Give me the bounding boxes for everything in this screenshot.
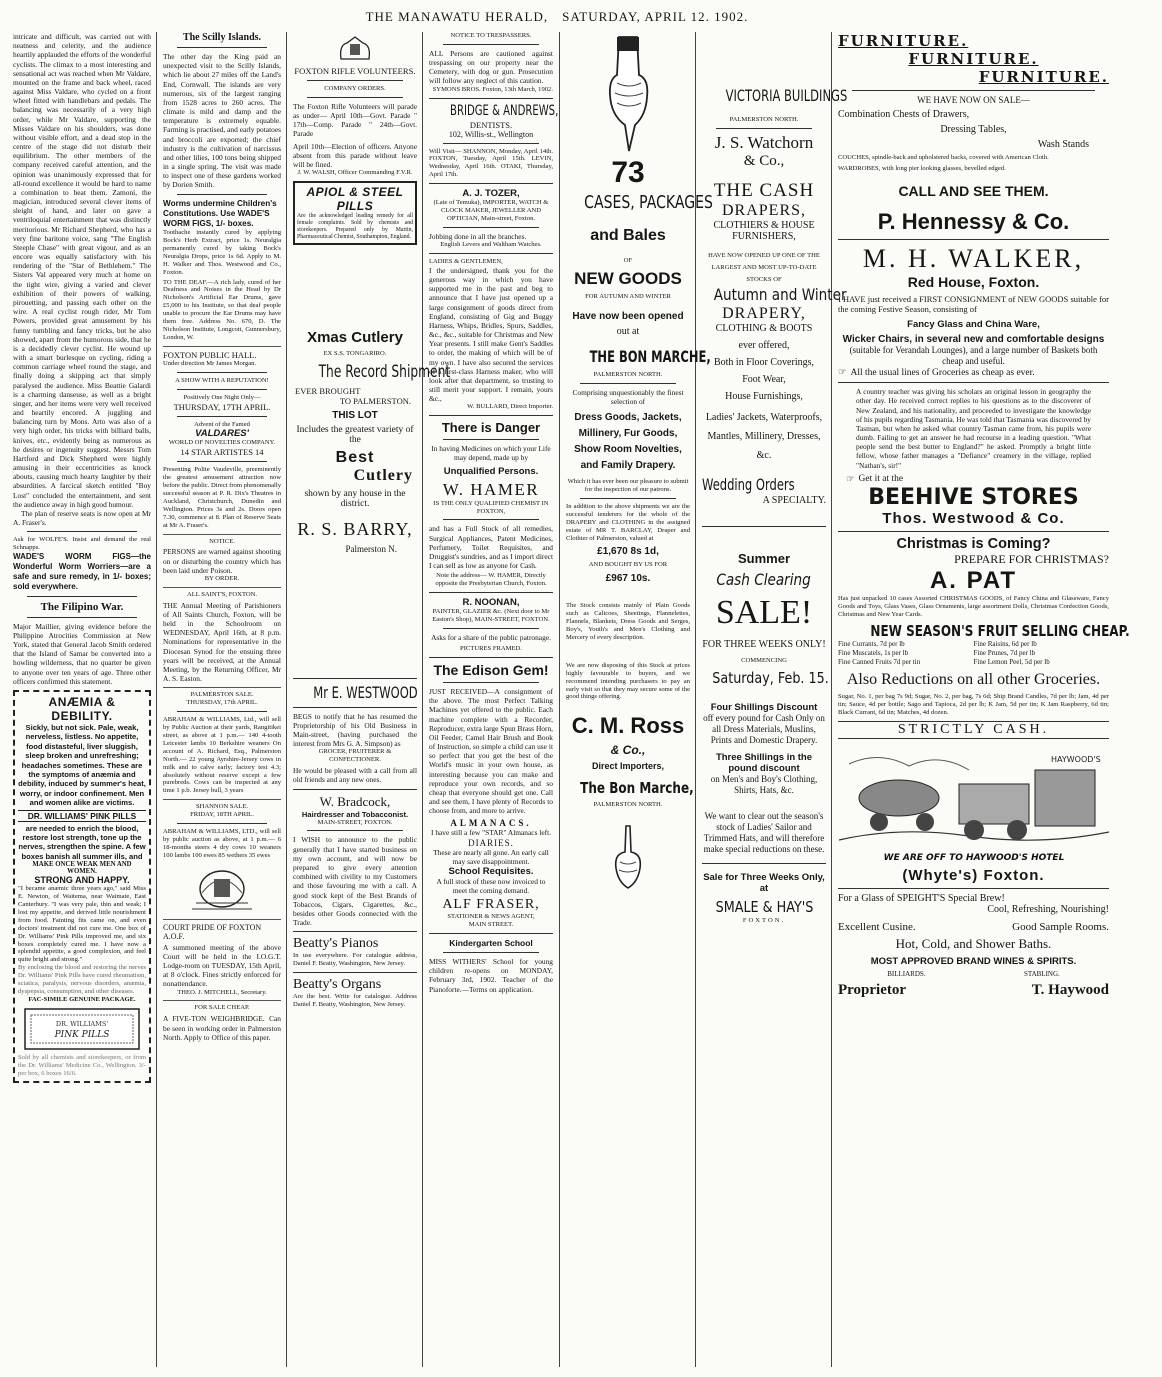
- proprietor-label: Proprietor: [838, 982, 907, 999]
- almanacs-heading: ALMANACS.: [450, 818, 532, 829]
- one-night: Positively One Night Only—: [183, 393, 261, 401]
- ever-offered: ever offered,: [738, 340, 790, 352]
- fruit-heading: NEW SEASON'S FRUIT SELLING CHEAP.: [870, 622, 1130, 641]
- column-6: [697, 32, 848, 1377]
- beatty-pianos-text: In use everywhere. For catalogue address, Daniel F. Beatty, Washington, New Jersey.: [293, 952, 417, 968]
- xmas-cutlery-heading: Xmas Cutlery: [307, 328, 403, 346]
- sale-heading: SALE!: [715, 594, 813, 632]
- now-on-sale: WE HAVE NOW ON SALE—: [917, 95, 1030, 105]
- victoria-buildings: VICTORIA BUILDINGS: [725, 86, 848, 105]
- fraser-name: ALF FRASER,: [442, 897, 540, 913]
- school-requisites-heading: School Requisites.: [448, 865, 534, 877]
- cutlery-heading: Cutlery: [353, 466, 413, 484]
- to-palmerston: TO PALMERSTON.: [339, 395, 411, 406]
- bradcock-name: W. Bradcock,: [319, 793, 391, 809]
- edison-heading: The Edison Gem!: [433, 662, 549, 679]
- wedding-orders: Wedding Orders: [702, 475, 795, 495]
- includes-text: Includes the greatest variety of the: [296, 424, 414, 445]
- abraham-williams-sale-2: ABRAHAM & WILLIAMS, LTD., will sell by public auction as above, at 1 p.m.— 6 18-months steers 4 dry cows 10 weaners 100 lambs 100 ewes 85 wethers 35 ewes: [163, 828, 281, 859]
- royal-arms-icon: [335, 35, 375, 63]
- drapers-heading: DRAPERS,: [721, 201, 807, 219]
- valued-amount: £1,670 8s 1d,: [597, 546, 659, 558]
- worm-constitutions-ad: Worms undermine Children's Constitutions. Use WADE'S WORM FIGS, 1/- boxes.: [163, 198, 277, 228]
- persons-warned: PERSONS are warned against shooting on or disturbing the country which has been laid under Poison.: [163, 547, 281, 575]
- cash-heading: THE CASH: [713, 179, 815, 201]
- beatty-organs-heading: Beatty's Organs: [293, 977, 382, 993]
- watchorn-name: J. S. Watchorn: [714, 132, 814, 152]
- sale-three-weeks: Sale for Three Weeks Only, at: [703, 872, 825, 895]
- scilly-article: The other day the King paid an unexpected visit to the Scilly Islands, which lie about 27 miles off the Land's End, Cornwall. The islands are very numerous, six of the largest ranging from 1528 acres to 260 acres. The climate is mild and damp and the temperature is extremely equable. Farming is practised, and early potatoes and broccoli are exported; the chief industry is the cultivation of narcissus and other lilies, 100 tons being shipped in a single spring. The visit was made to inspect one of these gardens worked by Dorien Smith.: [163, 52, 281, 190]
- proprietor-name: T. Haywood: [1031, 982, 1109, 999]
- three-shillings: Three Shillings in the pound discount: [715, 752, 813, 775]
- bullard-text: I the undersigned, thank you for the generous way in which you have supported me in the past and beg to announce that I have just opened up a large consignment of goods direct from England, consisting of Gig and Buggy Harness, Whips, Bridles, Spurs, Saddles, &c., &c., suitable for Christmas and New Year presents. I still make Gent's Saddles to order, the making of which will be of my own. I have also secured the services of a first-class Harness maker, who will look after that department, so trusting to still merit your support. I remain, yours &c.,: [429, 265, 553, 404]
- testimony-text: "I became anæmic three years ago," said Miss E. Newton, of Waitema, near Waimate, East Canterbury. "I was very pale, thin and weak; I lost my appetite, and derived little nourishment from food. Fainting fits came on, and even doctors' treatment did not cure me. One box of Dr. Williams' Pink Pills improved me, and six boxes completely cured me. I have now a splendid appetite, a good complexion, and feel quite bright and strong.": [18, 885, 146, 964]
- call-and-see: CALL AND SEE THEM.: [898, 182, 1049, 199]
- addition-text: In addition to the above shipments we are the successful tenderers for the whole of the DRAPERY and CLOTHING in the assigned estate of MR T. BARCLAY, Draper and Clothier of Palmerston, valued at: [566, 502, 690, 542]
- abraham-williams-sale-1: ABRAHAM & WILLIAMS, Ltd., will sell by Public Auction at their yards, Rangitikei street, as above at 1 p.m.— 140 4-tooth Leicester lambs 10 Berkshire weaners On account of A. Richard, Esq., Palmerston North.— 22 young Ayrshire-Jersey cows in milk and to calve early; factory test 4.3; absolutely without reserve except a few purebreds. Cows can be inspected at any time 1 p.b. Jersey bull, 3 years: [163, 716, 281, 795]
- foot-wear: Foot Wear,: [742, 374, 786, 386]
- reductions-heading: Also Reductions on all other Groceries.: [846, 670, 1101, 688]
- diaries-text: These are nearly all gone. An early call may save disappointment.: [433, 847, 549, 866]
- bought-amount: £967 10s.: [605, 573, 651, 585]
- combination-chests: Combination Chests of Drawers,: [838, 109, 970, 120]
- billiards-text: BILLIARDS.: [887, 970, 926, 979]
- star-artistes: 14 STAR ARTISTES 14: [180, 447, 264, 458]
- column-1: [8, 32, 156, 1377]
- hennessy-name: P. Hennessy & Co.: [877, 208, 1070, 234]
- opened-text: Have now been opened: [572, 310, 684, 322]
- noonan-asks: Asks for a share of the public patronage.: [431, 632, 551, 642]
- three-shillings-text: on Men's and Boy's Clothing, Shirts, Hats, &c.: [710, 774, 818, 796]
- shannon-sale-heading: SHANNON SALE.: [195, 803, 249, 811]
- filipino-title: The Filipino War.: [40, 600, 124, 613]
- trespassers-text: ALL Persons are cautioned against trespassing on our property near the Cemetery, with dog or gun. Prosecution will follow any neglect of this caution.: [429, 48, 553, 86]
- fruit-item: Fine Currants, 7d per lb: [838, 640, 905, 649]
- advent-text: Advent of the Famed: [194, 420, 250, 428]
- specialty-text: A SPECIALTY.: [762, 495, 826, 507]
- dressing-tables: Dressing Tables,: [940, 124, 1007, 135]
- cases-packages: CASES, PACKAGES: [584, 192, 713, 213]
- pointing-hand-down-icon: [597, 35, 659, 155]
- walker-name: M. H. WALKER,: [862, 243, 1085, 273]
- walker-received: I HAVE just received a FIRST CONSIGNMENT of NEW GOODS suitable for the coming Festive Season, consisting of: [838, 293, 1109, 315]
- furniture-heading-1: FURNITURE.: [838, 32, 969, 50]
- plan-notice: The plan of reserve seats is now open at Mr A. Fraser's.: [13, 508, 151, 528]
- sample-rooms: Good Sample Rooms.: [1012, 921, 1109, 934]
- christmas-coming: Christmas is Coming?: [896, 535, 1051, 552]
- issue-date: SATURDAY, APRIL 12. 1902.: [562, 9, 749, 24]
- new-goods: NEW GOODS: [574, 268, 682, 288]
- fruit-item: Fine Raisins, 6d per lb: [973, 640, 1037, 649]
- having-text: In having Medicines on which your Life may depend, made up by: [431, 444, 551, 463]
- enrich-text: are needed to enrich the blood, restore lost strength, tone up the nerves, strengthen the spine. A few boxes banish all summer ills, and: [18, 823, 146, 861]
- groceries-text: All the usual lines of Groceries as cheap as ever.: [850, 367, 1035, 378]
- a-pat-name: A. PAT: [929, 566, 1018, 594]
- bought-text: AND BOUGHT BY US FOR: [588, 561, 668, 569]
- worm-figs-ad: WADE'S WORM FIGS—the Wonderful Worm Worriers—are a safe and sure remedy, in 1/- boxes; sold everywhere.: [13, 552, 151, 591]
- get-it-text: Get it at the: [858, 474, 904, 485]
- autumn-winter: FOR AUTUMN AND WINTER: [585, 292, 671, 300]
- autumn-winter-heading: Autumn and Winter: [713, 285, 847, 305]
- ross-co: & Co.,: [610, 743, 646, 758]
- strictly-cash: STRICTLY CASH.: [838, 721, 1109, 739]
- banner-caption: WE ARE OFF TO HAYWOOD'S HOTEL: [883, 853, 1064, 864]
- paper-name: THE MANAWATU HERALD,: [365, 9, 549, 24]
- which-text: Which it has ever been our pleasure to submit for the inspection of our patrons.: [567, 478, 689, 493]
- anaemia-heading: ANÆMIA & DEBILITY.: [48, 694, 116, 723]
- fruit-list: [838, 640, 1109, 666]
- presenting-text: Presenting Polite Vaudeville, preeminently the greatest amusement attraction now before the public. Direct from phenomenally successful season at P. R. Dix's Theatres in Auckland, Christchurch, Dunedin and Wellington. Prices 3s and 2s. Doors open 7.30, commence at 8. Plan of Reserve Seats at Mr A. Fraser's.: [163, 466, 281, 529]
- dentists-title: DENTISTS.: [469, 119, 513, 130]
- column-2: [158, 32, 286, 1377]
- ladies-jackets: Ladies' Jackets, Waterproofs, Mantles, Millinery, Dresses, &c.: [705, 412, 823, 462]
- dress-goods-list: Dress Goods, Jackets, Millinery, Fur Goods, Show Room Novelties, and Family Drapery.: [574, 412, 682, 472]
- bradcock-text: I WISH to announce to the public generally that I have started business on my own account, and will now be prepared to give every attention combined with civility to my Customers and those favouring me with a call. A good stock kept of the Best Brands of Tobaccos, Cigars, Cigarettes, &c., besides other Goods connected with the Trade.: [293, 835, 417, 928]
- fruit-item: Fine Lemon Peel, 5d per lb: [973, 657, 1050, 666]
- facsimile-caption: FAC-SIMILE GENUINE PACKAGE.: [28, 995, 136, 1003]
- drapery-heading: DRAPERY,: [722, 305, 806, 323]
- election-notice: April 10th—Election of officers. Anyone absent from this parade without leave will be fined.: [293, 141, 417, 169]
- world-novelties: WORLD OF NOVELTIES COMPANY.: [168, 439, 276, 447]
- best-heading: Best: [335, 448, 375, 466]
- danger-heading: There is Danger: [441, 420, 541, 436]
- victoria-location: PALMERSTON NORTH.: [729, 116, 799, 123]
- clothing-boots: CLOTHING & BOOTS: [715, 323, 813, 335]
- furnishers-heading: FURNISHERS,: [732, 230, 796, 242]
- bullard-signature: W. BULLARD, Direct Importer.: [467, 403, 553, 411]
- almanacs-text: I have still a few "STAR" Almanacs left.: [431, 828, 551, 838]
- floor-coverings: Both in Floor Coverings,: [713, 357, 814, 369]
- couches-text: COUCHES, spindle-back and upholstered backs, covered with American Cloth.: [838, 154, 1049, 161]
- walsh-signature: J. W. WALSH, Officer Commanding F.V.R.: [297, 169, 413, 177]
- court-pride-heading: COURT PRIDE OF FOXTON A.O.F.: [163, 922, 262, 941]
- furniture-heading-2: FURNITURE.: [908, 50, 1039, 68]
- hairdresser-title: Hairdresser and Tobacconist.: [301, 809, 409, 819]
- column-4: [424, 32, 558, 1377]
- comprising-text: Comprising unquestionably the finest selection of: [572, 387, 684, 406]
- house-furnishings: House Furnishings,: [725, 391, 803, 403]
- hamer-address: Note the address— W. HAMER, Directly opposite the Presbyterian Church, Foxton.: [435, 572, 547, 588]
- parade-schedule: The Foxton Rifle Volunteers will parade as under— April 10th—Govt. Parade " 17th—Comp. Parade " 24th—Govt. Parade: [293, 101, 417, 139]
- beatty-pianos-heading: Beatty's Pianos: [293, 936, 379, 952]
- of-text: OF: [623, 257, 633, 264]
- column-5: [561, 32, 713, 1377]
- westwood-co: Thos. Westwood & Co.: [882, 509, 1065, 527]
- weighbridge-ad: A FIVE-TON WEIGHBRIDGE. Can be seen in working order in Palmerston North. Apply to Office of this paper.: [163, 1014, 281, 1042]
- bon-marche-location: PALMERSTON NORTH.: [593, 370, 663, 378]
- four-shillings-text: off every pound for Cash Only on all Dress Materials, Muslins, Prints and Domestic Drapery.: [703, 712, 825, 746]
- company-orders: COMPANY ORDERS.: [324, 85, 386, 92]
- package-footer: Sold by all chemists and storekeepers, or from the Dr. Williams' Medicine Co., Wellington. 3/- per box, 6 boxes 16/6.: [18, 1053, 146, 1077]
- prepare-christmas: PREPARE FOR CHRISTMAS?: [954, 551, 1109, 566]
- seventy-three: 73: [611, 156, 645, 189]
- notice-heading: NOTICE.: [209, 537, 235, 545]
- tozer-text: (Late of Temuka), IMPORTER, WATCH & CLOCK MAKER, JEWELLER AND OPTICIAN, Main-street, Foxton.: [433, 199, 549, 222]
- smale-location: FOXTON.: [742, 917, 786, 925]
- commencing: COMMENCING: [741, 656, 787, 664]
- barry-location: Palmerston N.: [345, 543, 397, 554]
- clothiers-heading: CLOTHIERS & HOUSE: [713, 219, 815, 231]
- stock-text: The Stock consists mainly of Plain Goods such as Calicoes, Sheetings, Flannelettes, Flannels, Blankets, Dress Goods and Serges, Boy's, Youth's and Men's Clothing and Mercery of every description.: [566, 602, 690, 641]
- toothache-ad: Toothache instantly cured by applying Bock's Herb Extract, price 1s. Neuralgia permanently cured by taking Bock's Neuralgia Drops, price 1s 6d. Apply to M. H. Walker and Thos. Westwood and Co., Foxton.: [163, 229, 281, 276]
- tongariro-text: EX S.S. TONGARIRO.: [323, 349, 387, 357]
- beatty-organs-text: Are the best. Write for catalogue. Address Daniel F. Beatty, Washington, New Jersey.: [293, 993, 417, 1008]
- red-house: Red House, Foxton.: [907, 273, 1040, 290]
- show-date: THURSDAY, 17TH APRIL.: [173, 401, 271, 412]
- wicker-chairs: Wicker Chairs, in several new and comfortable designs: [842, 333, 1105, 345]
- apiol-steel-logo: APIOL & STEEL PILLS: [306, 185, 404, 214]
- scilly-title: The Scilly Islands.: [182, 32, 262, 43]
- only-chemist: IS THE ONLY QUALIFIED CHEMIST IN FOXTON,: [433, 499, 549, 515]
- svg-text:PINK PILLS: PINK PILLS: [54, 1029, 110, 1040]
- hotel-coach-illustration: [839, 744, 1109, 864]
- noonan-text: PAINTER, GLAZIER &c. (Next door to Mr Easton's Shop), MAIN-STREET, FOXTON.: [432, 608, 550, 624]
- deaf-ad: TO THE DEAF.—A rich lady, cured of her Deafness and Noises in the Head by Dr Nicholson's Artificial Ear Drums, gave £5,000 to his Institute, so that deaf people unable to procure the Ear Drums may have them free. Address No. 670, D. The Nicholson Institute, Longcott, Gunnersbury, London, W.: [163, 278, 281, 341]
- speights-glass: For a Glass of SPEIGHT'S Special Brew!: [838, 893, 1005, 905]
- foresters-emblem-image: [184, 863, 260, 915]
- baths-text: Hot, Cold, and Shower Baths.: [895, 936, 1052, 952]
- hamer-name: W. HAMER: [442, 479, 540, 499]
- beehive-heading: BEEHIVE STORES: [868, 484, 1079, 510]
- svg-text:DR. WILLIAMS': DR. WILLIAMS': [55, 1019, 109, 1028]
- noonan-name: R. NOONAN,: [462, 597, 520, 609]
- edison-text: JUST RECEIVED—A consignment of the above. The most Perfect Talking Machines yet offered to the public. Each machine complete with a Recorder, Reproducer, extra large Spun Brass Horn, Oil Feeder, Camel Hair Brush and Book of Instruction, so simple a child can use it so perfect that you get the best of the World's music in your own house, as interesting because you can make and reproduce your own records, and so cheap that everyone should get one. Call and see them, I have plenty of Records to choose from, and more to arrive.: [429, 687, 553, 816]
- bridge-andrews-heading: BRIDGE & ANDREWS,: [450, 102, 559, 119]
- saturday-date: Saturday, Feb. 15.: [712, 668, 829, 687]
- clear-hats-text: We want to clear out the season's stock of Ladies' Sailor and Trimmed Hats, and will therefore make special reductions on these.: [703, 810, 825, 855]
- svg-text:HAYWOOD'S: HAYWOOD'S: [1050, 755, 1101, 765]
- fruit-item: Fine Prunes, 7d per lb: [973, 649, 1036, 658]
- fruit-item: Fine Muscatels, 1s per lb: [838, 649, 909, 658]
- pointing-hand-up-icon: [608, 822, 648, 892]
- theatre-review: intricate and difficult, was carried out with neatness and celerity, and the audience heartily applauded the efforts of the wonderful cyclists. The climax to a most interesting and sensational act was reached when Mr Valdare, mounted on the frame and back wheel, raced against Miss Valdare, who cycled on a front wheel fitted with handlebars and pedals. The balancing was necessarily of a very high order, while Mr Valdare, supporting the Misses Valdare on his shoulders, was done without visible effort, and a dead stop in the centre of the stage did not disturb their equilibrium. The other members of the company received careful attention, and the opinion was unanimously expressed that for all-round excellence it would be hard to name a combination to beat them. Zamoni, the magician, introduced several clever items of sleight of hand, and later on gave a ventriloquial entertainment that was distinctly meritorious. Mr Richard Shepherd, who has a very fine baritone voice, sang "The English Steeple Chase" with great vigour, and as an encore was equally satisfactory with his rendering of the "Star of Bethlehem." The Sisters Val appeared very much at home on the tight wire, giving a varied and clever exhibition of their powers of walking, pirouetting, and passing each other on the wire. A real cyclist rough rider, Mr Tom Powers, provided great amusement by his funny tumbling and fancy tricks, but he also showed, apart from the humorous side, that he is a decidedly clever cyclist. He wound up with a smart burlesque on cycling, riding a common carriage wheel round the stage, and finally doing a skipping act that simply paralysed the audience. Miss Beattie Galardi is a charming danseuse, as well as a bright singer, and her items were very well received and heartily encored. A juggling and balancing turn by Mons. Arto was also of a very high order, his tricks with billiard balls, knives, etc., evidently being as numerous as he desires or ingenuity suggest. Messrs Tom Hartford and Dick Shepherd were highly amusing in their eccentricities as knock abouts, causing much hearty laughter by their absurdities. A farcical sketch entitled "Boy Lost" concluded the entertainment, and sent the audience away in high good humour.: [13, 32, 151, 509]
- symptoms-text: Sickly, but not sick. Pale, weak, nerveless, listless. No appetite, food distasteful, liver sluggish, sleep broken and unrefreshing; headaches sometimes. These are the symptoms of anæmia and debility, induced by summer's heat, worry, or indoor confinement. Men and women alike are victims.: [18, 722, 146, 808]
- sugar-prices: Sugar, No. 1, per bag 7s 9d; Sugar, No. 2, per bag, 7s 6d; Ship Brand Candles, 7d per lb; Jam, 4d per tin; Sauce, 4d per bottle; Sago and Tapioca, 2d per lb; K Jam, 5d per tin; K Jam Raspberry, 6d tin; Black Currant, 6d tin; Matches, 4d dozen.: [838, 692, 1109, 716]
- westwood-text: BEGS to notify that he has resumed the Proprietorship of his Old Business in Main-street, (having purchased the interest from Mrs G. A. Simpson) as: [293, 711, 417, 749]
- whytes-foxton: (Whyte's) Foxton.: [902, 867, 1045, 885]
- wicker-text: (suitable for Verandah Lounges), and a large number of Baskets both cheap and useful.: [849, 344, 1098, 367]
- hall-direction: Under direction Mr James Morgan.: [163, 359, 257, 367]
- disposing-text: We are now disposing of this Stock at prices highly favourable to buyers, and we recommend intending purchasers to pay an early visit so that they may secure some of the good things offering.: [566, 661, 690, 701]
- symons-signature: SYMONS BROS. Foxton, 13th March, 1902.: [432, 85, 553, 93]
- jobbing-text: Jobbing done in all the branches.: [429, 231, 527, 241]
- pictures-framed: PICTURES FRAMED.: [460, 645, 522, 653]
- pointing-hand-icon: ☞: [838, 368, 847, 379]
- pink-pills-name: DR. WILLIAMS' PINK PILLS: [18, 810, 146, 822]
- watches-text: English Levers and Waltham Watches.: [440, 241, 542, 249]
- valdares-name: VALDARES': [195, 428, 249, 440]
- strong-heading: STRONG AND HAPPY.: [34, 875, 130, 886]
- watchorn-co: & Co.,: [743, 152, 785, 169]
- masthead: [0, 0, 1114, 26]
- public-hall-title: FOXTON PUBLIC HALL.: [163, 349, 257, 360]
- bon-marche-heading: THE BON MARCHE,: [589, 346, 711, 366]
- out-at-text: out at: [616, 325, 640, 337]
- ladies-heading: LADIES & GENTLEMEN,: [429, 257, 503, 265]
- ever-brought: EVER BROUGHT: [295, 385, 361, 396]
- stabling-text: STABLING.: [1023, 970, 1060, 979]
- visit-schedule: Will Visit— SHANNON, Monday, April 14th. FOXTON, Tuesday, April 15th. LEVIN, Wednesday, April 16th. OTAKI, Thursday, April 17th.: [429, 147, 553, 179]
- record-shipment-heading: The Record Shipment: [318, 361, 451, 382]
- show-reputation: A SHOW WITH A REPUTATION!: [175, 376, 269, 384]
- apiol-text: Are the acknowledged leading remedy for all female complaints. Sold by chemists and storekeepers. Prepared only by Martin, Pharmaceutical Chemist, Southampton, England.: [297, 213, 413, 240]
- westwood-pleased: He would be pleased with a call from all old friends and any new ones.: [293, 766, 417, 785]
- bradcock-address: MAIN-STREET, FOXTON.: [317, 818, 393, 826]
- fraser-address: MAIN STREET.: [468, 921, 514, 929]
- kindergarten-heading: Kindergarten School: [449, 938, 533, 949]
- willis-address: 102, Willis-st., Wellington: [448, 129, 534, 139]
- annual-meeting: THE Annual Meeting of Parishioners of All Saints Church, Foxton, will be held in the Schoolroom on WEDNESDAY, April 16th, at 8 p.m. Nominations for representative in the Diocesan Synod for the ensuing three years will be received, at the Annual Meeting, by the Returning Officer, Mr A. S. Easton.: [163, 600, 281, 684]
- grocer-title: GROCER, FRUITERER & CONFECTIONER.: [318, 748, 392, 764]
- column-7: [833, 32, 1130, 1377]
- wash-stands: Wash Stands: [1037, 139, 1089, 150]
- summer-heading: Summer: [737, 551, 791, 567]
- fruit-item: Fine Canned Fruits 7d per tin: [838, 657, 921, 666]
- rifles-heading: FOXTON RIFLE VOLUNTEERS.: [294, 66, 416, 76]
- ross-name: C. M. Ross: [571, 713, 685, 739]
- westwood-heading: Mr E. WESTWOOD: [313, 682, 418, 702]
- direct-importers: Direct Importers,: [591, 761, 665, 772]
- stationer-title: STATIONER & NEWS AGENT,: [447, 913, 535, 921]
- shown-text: shown by any house in the district.: [304, 488, 406, 509]
- palmerston-2: PALMERSTON NORTH.: [593, 801, 663, 809]
- school-requisites-text: A full stock of these now invoiced to meet the coming demand.: [436, 876, 546, 896]
- wolfes-ad: Ask for WOLFE'S. Insist and demand the real Schnapps.: [13, 536, 151, 552]
- kindergarten-text: MISS WITHERS' School for young children re-opens on MONDAY, February 3rd, 1902. Teacher of the Pianoforte.—Terms on application.: [429, 957, 553, 994]
- excellent-cuisine: Excellent Cusine.: [838, 921, 916, 934]
- fancy-glass: Fancy Glass and China Ware,: [907, 318, 1040, 330]
- cash-clearing: Cash Clearing: [716, 570, 812, 590]
- teacher-story: A country teacher was giving his scholars an original lesson in geography the other day. He received correct replies to his questions as to the discoverer of New Zealand, and his nationality, and proceeded to investigate the knowledge of his pupils regarding Tasmania. He was told that Tasmania was discovered by Tasman, but when he asked what country Tasman came from, his pupils were dumb. Failing to get an answer he had recourse in a leading question. "What people send the best butter to England?" he asked. Promptly a bright little fellow, whose father manages a "Defiance" creamery in the village, replied "Nathan's, sir!": [856, 387, 1091, 470]
- filipino-article: Major Maillier, giving evidence before the Philippine Atrocities Commission at New York, stated that General Jacob Smith ordered that the Island of Samar be converted into a howling wilderness, that no quarter be given to anyone over ten years of age. Three other officers confirmed this statement.: [13, 621, 151, 686]
- smale-hays: SMALE & HAY'S: [715, 898, 813, 917]
- tozer-name: A. J. TOZER,: [462, 188, 520, 200]
- palmerston-sale-heading: PALMERSTON SALE.: [190, 691, 254, 699]
- court-meeting: A summoned meeting of the above Court will be held in the I.O.G.T. Lodge-room on TUESDAY, 15th April, at 8 o'clock. Fines strictly enforced for nonattendance.: [163, 942, 281, 989]
- hamer-text: and has a Full Stock of all remedies, Surgical Appliances, Patent Medicines, Perfumery, Toilet Requisites, and Druggist's sundries, and as I import direct I can sell as low as anyone for Cash.: [429, 524, 553, 571]
- opened-up-text: HAVE NOW OPENED UP ONE OF THE LARGEST AND MOST UP-TO-DATE STOCKS OF: [708, 251, 820, 283]
- wardrobes-text: WARDROBES, with long pier looking glasses, bevelled edged.: [838, 164, 1006, 172]
- for-sale-heading: FOR SALE CHEAP.: [194, 1004, 250, 1012]
- by-order: BY ORDER.: [204, 574, 240, 582]
- bon-marche-2: The Bon Marche,: [580, 779, 694, 798]
- unpacked-text: Has just unpacked 10 cases Assorted CHRISTMAS GOODS, of Fancy China and Glassware, Fancy Goods and Toys, Glass Vases, Glass Ornaments, large assortment Dolls, Christmas Confection Goods, Christmas and New Year Cards.: [838, 594, 1109, 618]
- pill-package-image: [23, 1007, 141, 1051]
- unqualified-heading: Unqualified Persons.: [443, 465, 539, 477]
- and-bales: and Bales: [590, 227, 666, 244]
- furniture-heading-3: FURNITURE.: [978, 68, 1109, 86]
- four-shillings: Four Shillings Discount: [710, 701, 818, 713]
- column-3: [288, 32, 451, 1377]
- trespassers-heading: NOTICE TO TRESPASSERS.: [450, 32, 532, 39]
- sending-text: By enclosing the blood and restoring the nerves Dr. Williams' Pink Pills have cured rheumatism, sciatica, paralysis, nervous disorders, anæmia, dyspepsia, consumption, and other diseases.: [18, 964, 146, 995]
- three-weeks: FOR THREE WEEKS ONLY!: [702, 638, 826, 650]
- barry-name: R. S. BARRY,: [297, 518, 413, 539]
- diaries-heading: DIARIES.: [468, 837, 514, 848]
- cool-refreshing: Cool, Refreshing, Nourishing!: [987, 904, 1109, 916]
- approved-brand: MOST APPROVED BRAND WINES & SPIRITS.: [870, 956, 1077, 968]
- shannon-sale-date: FRIDAY, 18TH APRIL.: [190, 811, 254, 819]
- this-lot: THIS LOT: [332, 409, 378, 421]
- pink-pills-ad: [13, 690, 151, 1083]
- make-text: MAKE ONCE WEAK MEN AND WOMEN.: [32, 861, 132, 876]
- mitchell-signature: THEO. J. MITCHELL, Secretary.: [177, 988, 267, 996]
- all-saints-heading: ALL SAINT'S, FOXTON.: [186, 590, 258, 598]
- pointing-hand-icon-2: ☞: [846, 474, 855, 485]
- palmerston-sale-date: THURSDAY, 17th APRIL.: [186, 699, 258, 707]
